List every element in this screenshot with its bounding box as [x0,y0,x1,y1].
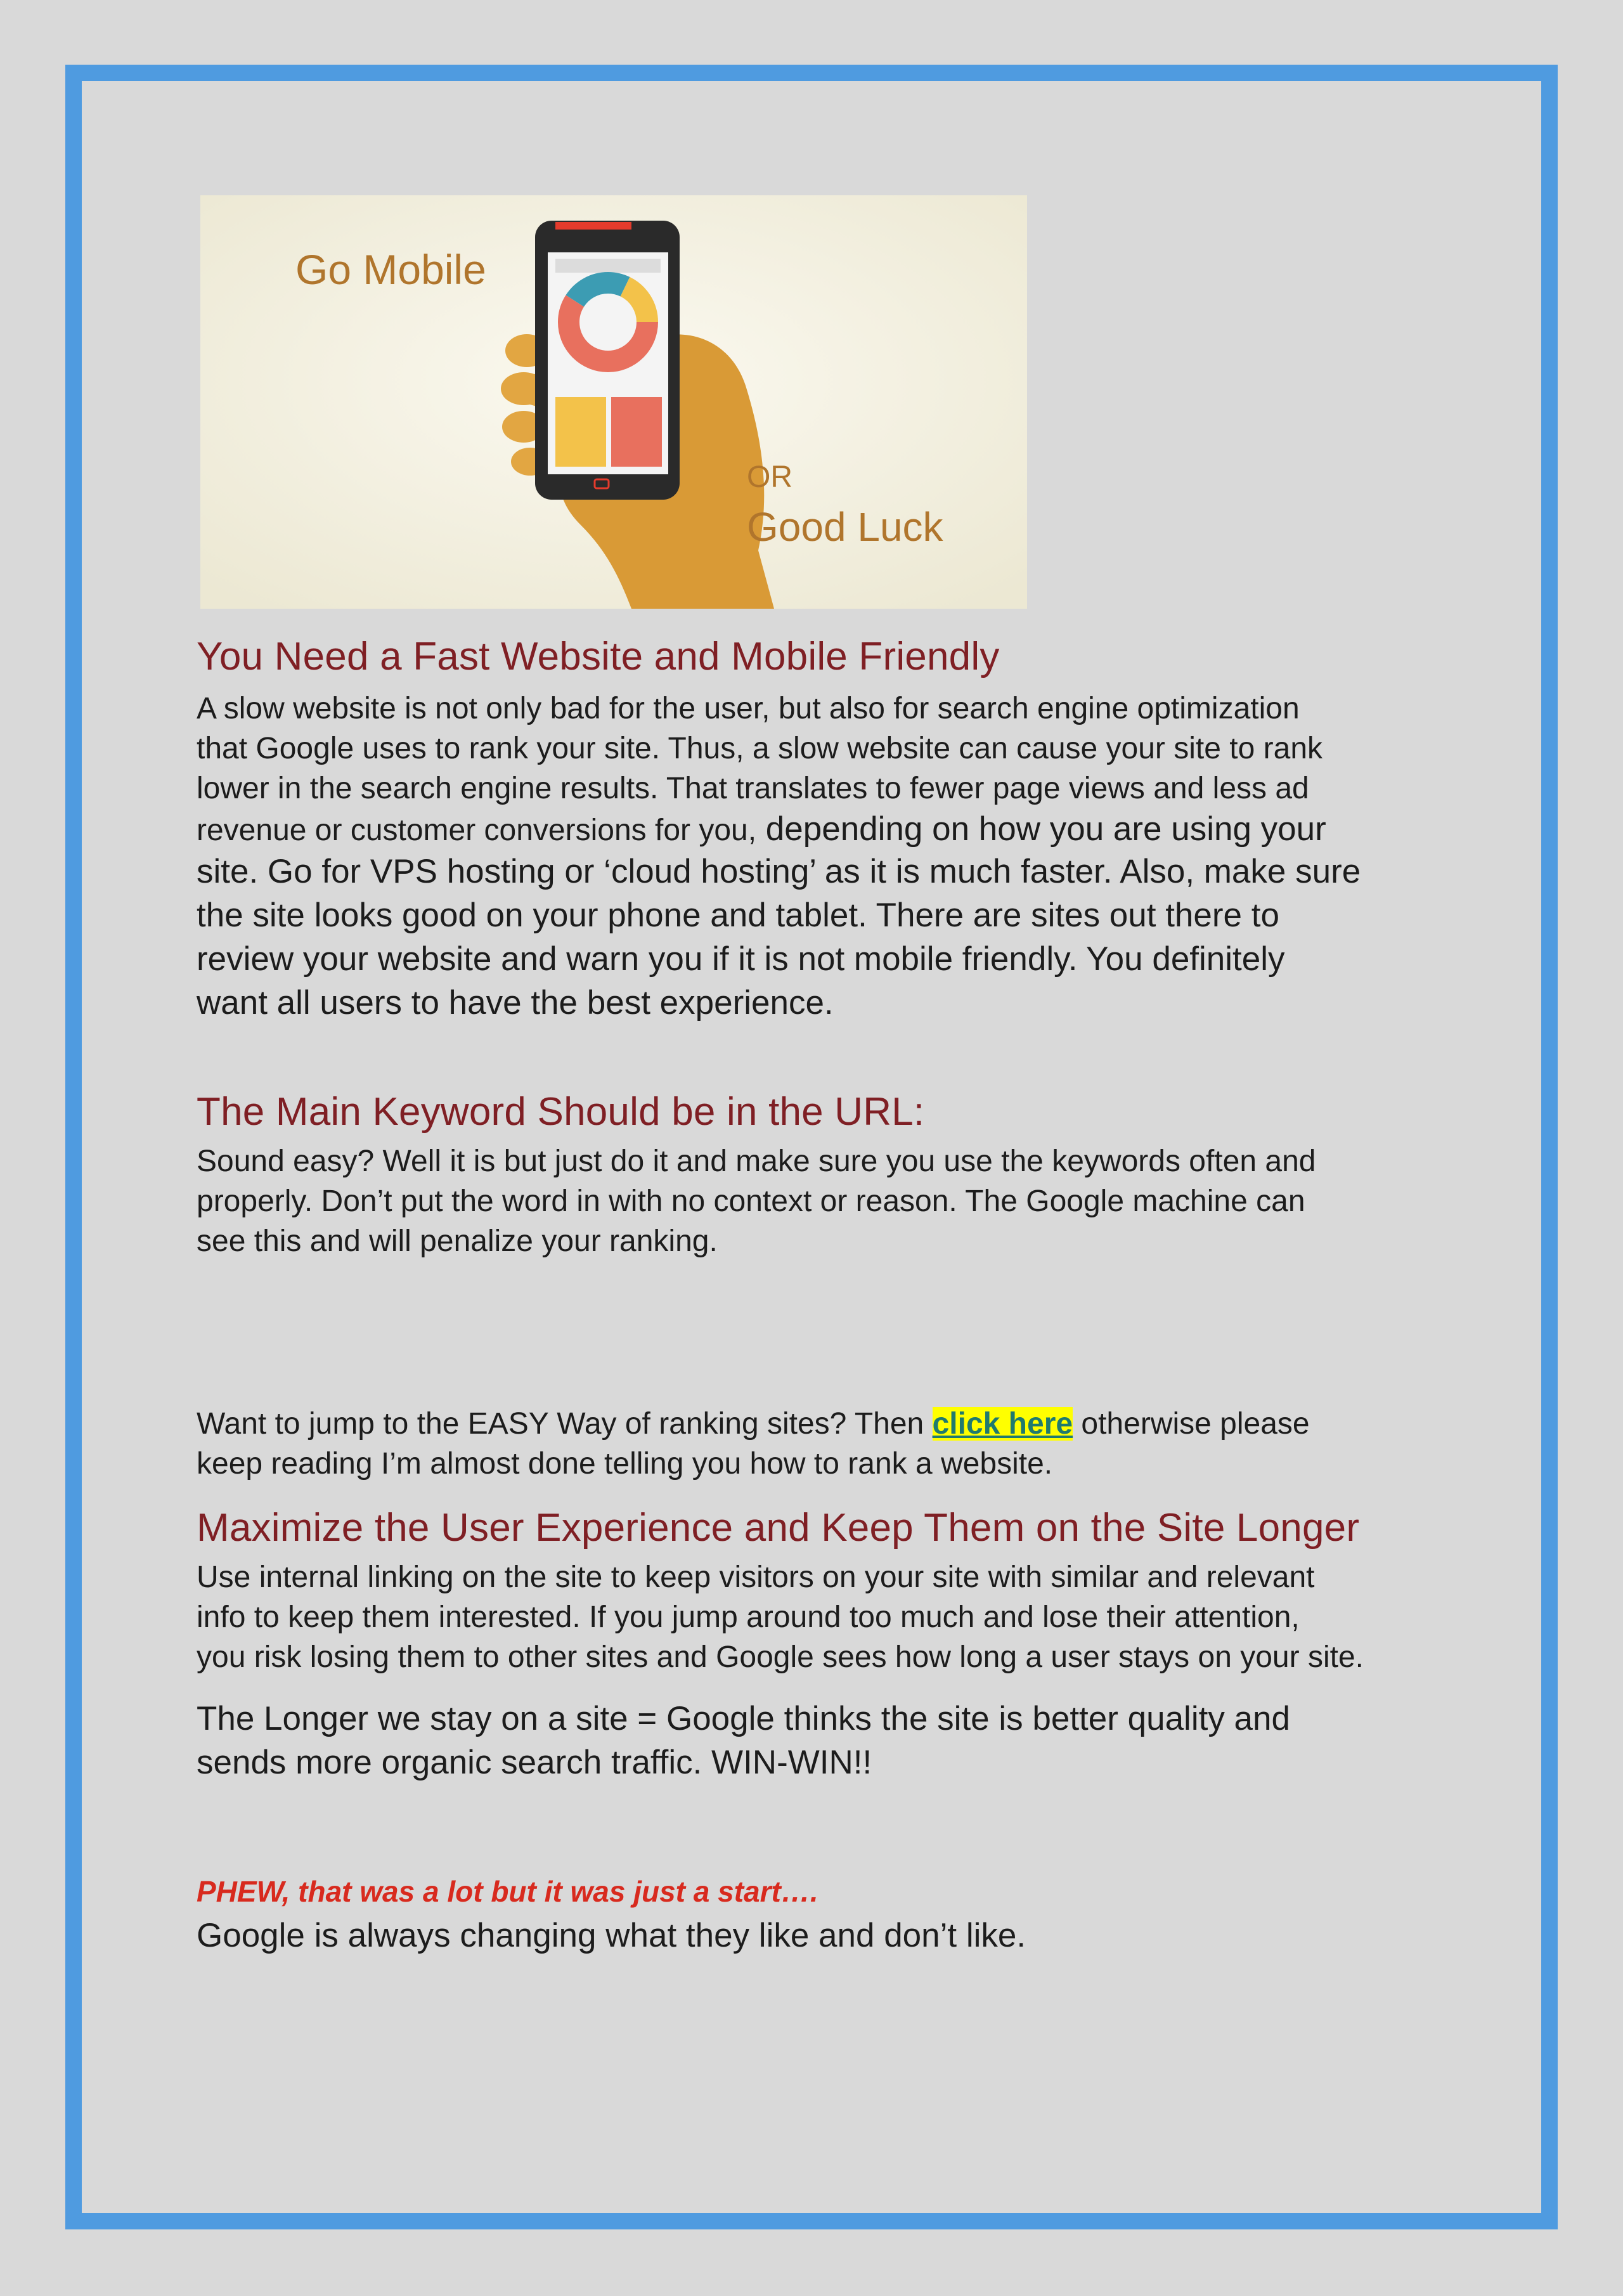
text-line: lower in the search engine results. That translates to fewer page views and less ad [197,772,1309,805]
paragraph-fast-website [197,689,1458,852]
heading-fast-website: You Need a Fast Website and Mobile Friendly [197,635,1000,678]
text-line: A slow website is not only bad for the user, but also for search engine optimization [197,692,1300,725]
text-line: the site looks good on your phone and tablet. There are sites out there to [197,897,1279,934]
text-line: that Google uses to rank your site. Thus, a slow website can cause your site to rank [197,732,1323,765]
text-line: Want to jump to the EASY Way of ranking sites? Then click here otherwise please [197,1407,1310,1441]
click-here-link[interactable]: click here [932,1407,1073,1441]
text-line: want all users to have the best experience. [197,984,834,1022]
hero-go-mobile: Go Mobile [295,246,486,293]
paragraph-fast-website-cont [197,850,1458,1025]
paragraph-longer-stay [197,1697,1458,1784]
text-line: site. Go for VPS hosting or ‘cloud hosting’ as it is much faster. Also, make sure [197,853,1361,890]
text-line: you risk losing them to other sites and Google sees how long a user stays on your site. [197,1640,1364,1674]
closing-line: Google is always changing what they like and don’t like. [197,1917,1026,1954]
hero-good-luck: Good Luck [747,504,943,550]
heading-user-experience: Maximize the User Experience and Keep Them on the Site Longer [197,1506,1360,1550]
paragraph-user-experience [197,1557,1458,1677]
hero-or: OR [747,460,792,494]
text-line: see this and will penalize your ranking. [197,1224,718,1258]
text-line: Sound easy? Well it is but just do it and make sure you use the keywords often and [197,1145,1316,1178]
text-line: keep reading I’m almost done telling you how to rank a website. [197,1447,1053,1481]
text-line: Use internal linking on the site to keep visitors on your site with similar and relevant [197,1560,1315,1594]
text-line: sends more organic search traffic. WIN-WIN!! [197,1744,872,1781]
hero-image [200,195,1027,609]
heading-main-keyword: The Main Keyword Should be in the URL: [197,1090,925,1134]
text-line: info to keep them interested. If you jump around too much and lose their attention, [197,1600,1300,1634]
text-line: The Longer we stay on a site = Google thinks the site is better quality and [197,1700,1290,1737]
phew-callout: PHEW, that was a lot but it was just a start…. [197,1875,818,1908]
paragraph-main-keyword [197,1141,1458,1261]
text-line: properly. Don’t put the word in with no context or reason. The Google machine can [197,1184,1305,1218]
cta-paragraph [197,1404,1458,1484]
text-line: review your website and warn you if it is not mobile friendly. You definitely [197,940,1285,978]
text-line: revenue or customer conversions for you, depending on how you are using your [197,810,1326,848]
